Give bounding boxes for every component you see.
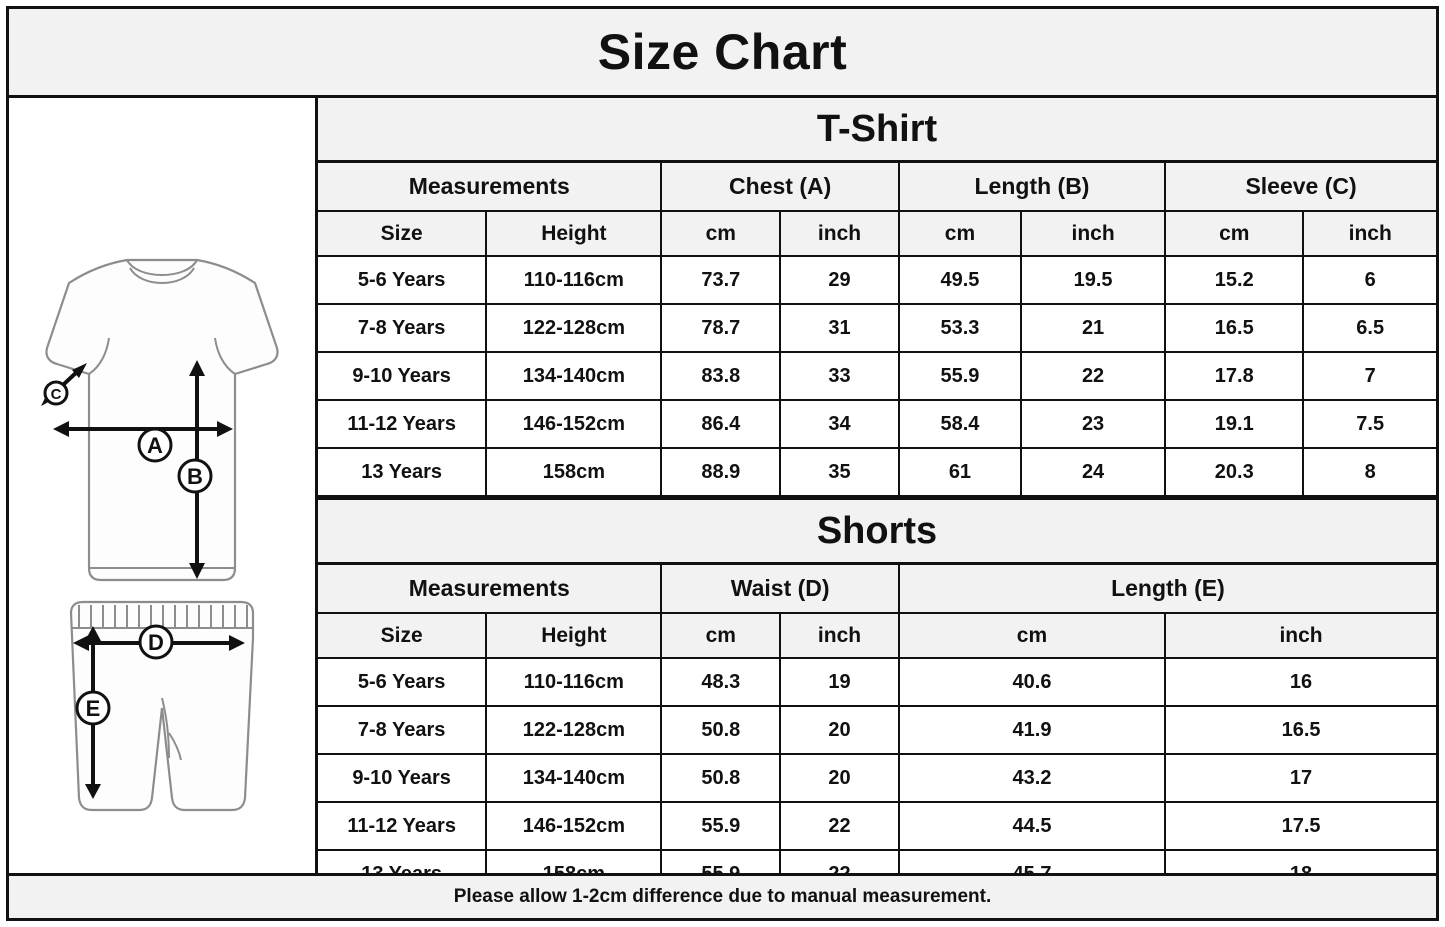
tshirt-title: T-Shirt (816, 107, 938, 150)
cell: 61 (899, 448, 1021, 496)
cell: 20.3 (1165, 448, 1303, 496)
svg-text:C: C (50, 386, 62, 403)
tables-pane (318, 98, 1436, 873)
svg-text:A: A (147, 433, 163, 458)
tshirt-group-sleeve: Sleeve (C) (1165, 163, 1436, 211)
tshirt-col-height: Height (486, 211, 661, 256)
cell: 43.2 (899, 754, 1165, 802)
svg-text:D: D (148, 630, 164, 655)
cell: 73.7 (661, 256, 780, 304)
shorts-group-header-row (318, 565, 1436, 613)
disclaimer-text: Please allow 1-2cm difference due to manual measurement. (453, 886, 992, 907)
cell: 24 (1021, 448, 1165, 496)
tshirt-section-header (318, 98, 1436, 163)
cell: 20 (780, 706, 899, 754)
cell: 86.4 (661, 400, 780, 448)
table-row (318, 658, 1436, 706)
cell: 8 (1303, 448, 1436, 496)
tshirt-col-sleeve-cm: cm (1165, 211, 1303, 256)
cell: 15.2 (1165, 256, 1303, 304)
svg-text:E: E (85, 696, 101, 721)
shorts-col-length-inch: inch (1165, 613, 1436, 658)
cell: 134-140cm (486, 352, 661, 400)
svg-text:B: B (187, 464, 203, 489)
garment-illustration-pane (9, 98, 318, 873)
cell: 11-12 Years (318, 400, 486, 448)
tshirt-size-table (318, 163, 1436, 497)
cell: 7 (1303, 352, 1436, 400)
tshirt-group-header-row (318, 163, 1436, 211)
cell: 16.5 (1165, 706, 1436, 754)
shorts-column-header-row (318, 613, 1436, 658)
tshirt-col-length-cm: cm (899, 211, 1021, 256)
tshirt-illustration (46, 260, 277, 580)
cell: 53.3 (899, 304, 1021, 352)
cell: 6.5 (1303, 304, 1436, 352)
cell: 88.9 (661, 448, 780, 496)
cell: 29 (780, 256, 899, 304)
cell: 49.5 (899, 256, 1021, 304)
table-row (318, 304, 1436, 352)
cell: 122-128cm (486, 706, 661, 754)
cell: 50.8 (661, 706, 780, 754)
cell: 110-116cm (486, 256, 661, 304)
cell: 122-128cm (486, 304, 661, 352)
cell: 44.5 (899, 802, 1165, 850)
cell: 55.9 (661, 802, 780, 850)
cell: 78.7 (661, 304, 780, 352)
sleeve-dimension (41, 363, 87, 406)
shorts-col-size: Size (318, 613, 486, 658)
cell: 58.4 (899, 400, 1021, 448)
garment-diagram (9, 98, 315, 888)
shorts-col-length-cm: cm (899, 613, 1165, 658)
shorts-col-waist-inch: inch (780, 613, 899, 658)
chart-title-bar (9, 9, 1436, 98)
shorts-group-waist: Waist (D) (661, 565, 898, 613)
cell: 11-12 Years (318, 802, 486, 850)
chart-body (9, 98, 1436, 873)
cell: 9-10 Years (318, 352, 486, 400)
table-row (318, 802, 1436, 850)
cell: 9-10 Years (318, 754, 486, 802)
tshirt-col-length-inch: inch (1021, 211, 1165, 256)
table-row (318, 352, 1436, 400)
tshirt-group-length: Length (B) (899, 163, 1165, 211)
cell: 40.6 (899, 658, 1165, 706)
cell: 35 (780, 448, 899, 496)
shorts-group-measurements: Measurements (318, 565, 661, 613)
page-title: Size Chart (597, 24, 848, 80)
shorts-table-block (318, 565, 1436, 899)
cell: 31 (780, 304, 899, 352)
cell: 55.9 (899, 352, 1021, 400)
cell: 33 (780, 352, 899, 400)
cell: 17 (1165, 754, 1436, 802)
tshirt-col-size: Size (318, 211, 486, 256)
tshirt-group-chest: Chest (A) (661, 163, 898, 211)
cell: 146-152cm (486, 400, 661, 448)
tshirt-col-sleeve-inch: inch (1303, 211, 1436, 256)
table-row (318, 256, 1436, 304)
tshirt-col-chest-inch: inch (780, 211, 899, 256)
cell: 48.3 (661, 658, 780, 706)
cell: 5-6 Years (318, 658, 486, 706)
cell: 83.8 (661, 352, 780, 400)
cell: 22 (780, 802, 899, 850)
shorts-group-length: Length (E) (899, 565, 1436, 613)
shorts-title: Shorts (816, 509, 938, 552)
cell: 5-6 Years (318, 256, 486, 304)
cell: 23 (1021, 400, 1165, 448)
shorts-col-waist-cm: cm (661, 613, 780, 658)
cell: 21 (1021, 304, 1165, 352)
cell: 22 (1021, 352, 1165, 400)
cell: 134-140cm (486, 754, 661, 802)
cell: 41.9 (899, 706, 1165, 754)
cell: 7-8 Years (318, 706, 486, 754)
cell: 158cm (486, 448, 661, 496)
cell: 6 (1303, 256, 1436, 304)
cell: 34 (780, 400, 899, 448)
cell: 17.5 (1165, 802, 1436, 850)
table-row (318, 754, 1436, 802)
cell: 13 Years (318, 448, 486, 496)
cell: 110-116cm (486, 658, 661, 706)
cell: 19.5 (1021, 256, 1165, 304)
shorts-size-table (318, 565, 1436, 899)
table-row (318, 400, 1436, 448)
shorts-section-header (318, 497, 1436, 565)
cell: 19 (780, 658, 899, 706)
cell: 17.8 (1165, 352, 1303, 400)
chart-frame (6, 6, 1439, 921)
tshirt-col-chest-cm: cm (661, 211, 780, 256)
cell: 7.5 (1303, 400, 1436, 448)
shorts-col-height: Height (486, 613, 661, 658)
cell: 146-152cm (486, 802, 661, 850)
cell: 16.5 (1165, 304, 1303, 352)
cell: 19.1 (1165, 400, 1303, 448)
tshirt-column-header-row (318, 211, 1436, 256)
cell: 50.8 (661, 754, 780, 802)
table-row (318, 706, 1436, 754)
cell: 20 (780, 754, 899, 802)
cell: 7-8 Years (318, 304, 486, 352)
cell: 16 (1165, 658, 1436, 706)
tshirt-table-block (318, 163, 1436, 497)
table-row (318, 448, 1436, 496)
tshirt-group-measurements: Measurements (318, 163, 661, 211)
